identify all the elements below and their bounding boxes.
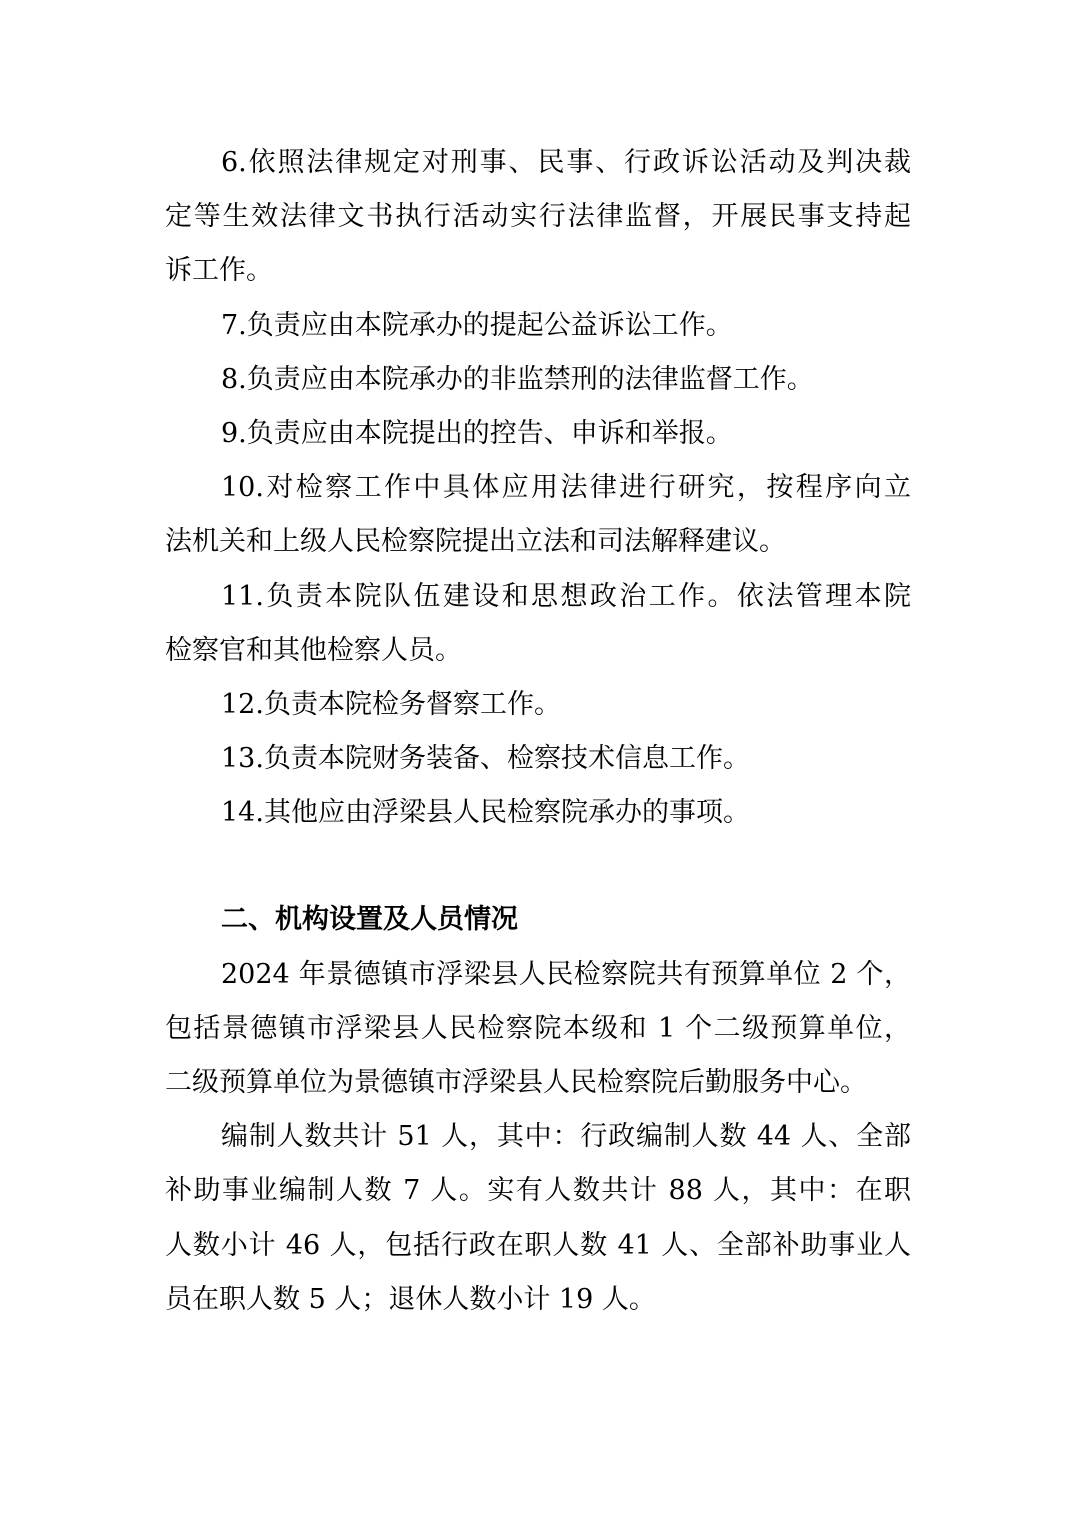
text-line: 2024 年景德镇市浮梁县人民检察院共有预算单位 2 个，: [221, 958, 911, 990]
text-line: 9.负责应由本院提出的控告、申诉和举报。: [221, 417, 733, 449]
text-line: 法机关和上级人民检察院提出立法和司法解释建议。: [165, 526, 786, 558]
text-line: 员在职人数 5 人；退休人数小计 19 人。: [165, 1283, 656, 1315]
org-staff-section: [165, 948, 911, 1327]
text-line: 二级预算单位为景德镇市浮梁县人民检察院后勤服务中心。: [165, 1067, 867, 1098]
text-line: 检察官和其他检察人员。: [165, 634, 462, 666]
body-paragraph: [165, 1110, 911, 1327]
text-line: 7.负责应由本院承办的提起公益诉讼工作。: [221, 309, 733, 341]
text-line: 6.依照法律规定对刑事、民事、行政诉讼活动及判决裁: [221, 147, 911, 178]
duty-paragraph: [165, 732, 911, 786]
text-line: 包括景德镇市浮梁县人民检察院本级和 1 个二级预算单位，: [165, 1012, 911, 1044]
section-heading: 二、机构设置及人员情况: [221, 904, 518, 936]
text-line: 14.其他应由浮梁县人民检察院承办的事项。: [221, 797, 750, 829]
duty-paragraph: [165, 407, 911, 461]
text-line: 补助事业编制人数 7 人。实有人数共计 88 人，其中：在职: [165, 1175, 911, 1207]
duty-paragraph: [165, 570, 911, 678]
body-paragraph: [165, 948, 911, 1111]
text-line: 8.负责应由本院承办的非监禁刑的法律监督工作。: [221, 363, 814, 395]
duties-list: [165, 136, 911, 840]
text-line: 12.负责本院检务督察工作。: [221, 688, 561, 720]
text-line: 定等生效法律文书执行活动实行法律监督，开展民事支持起: [165, 201, 911, 233]
duty-paragraph: [165, 299, 911, 353]
duty-paragraph: [165, 461, 911, 569]
text-line: 编制人数共计 51 人，其中：行政编制人数 44 人、全部: [221, 1121, 911, 1153]
text-line: 13.负责本院财务装备、检察技术信息工作。: [221, 743, 750, 775]
text-line: 人数小计 46 人，包括行政在职人数 41 人、全部补助事业人: [165, 1229, 911, 1261]
duty-paragraph: [165, 353, 911, 407]
text-line: 10.对检察工作中具体应用法律进行研究，按程序向立: [221, 472, 911, 504]
duty-paragraph: [165, 678, 911, 732]
document-page: [165, 136, 911, 1327]
duty-paragraph: [165, 136, 911, 299]
text-line: 诉工作。: [165, 255, 273, 287]
text-line: 11.负责本院队伍建设和思想政治工作。依法管理本院: [221, 580, 911, 612]
duty-paragraph: [165, 786, 911, 840]
